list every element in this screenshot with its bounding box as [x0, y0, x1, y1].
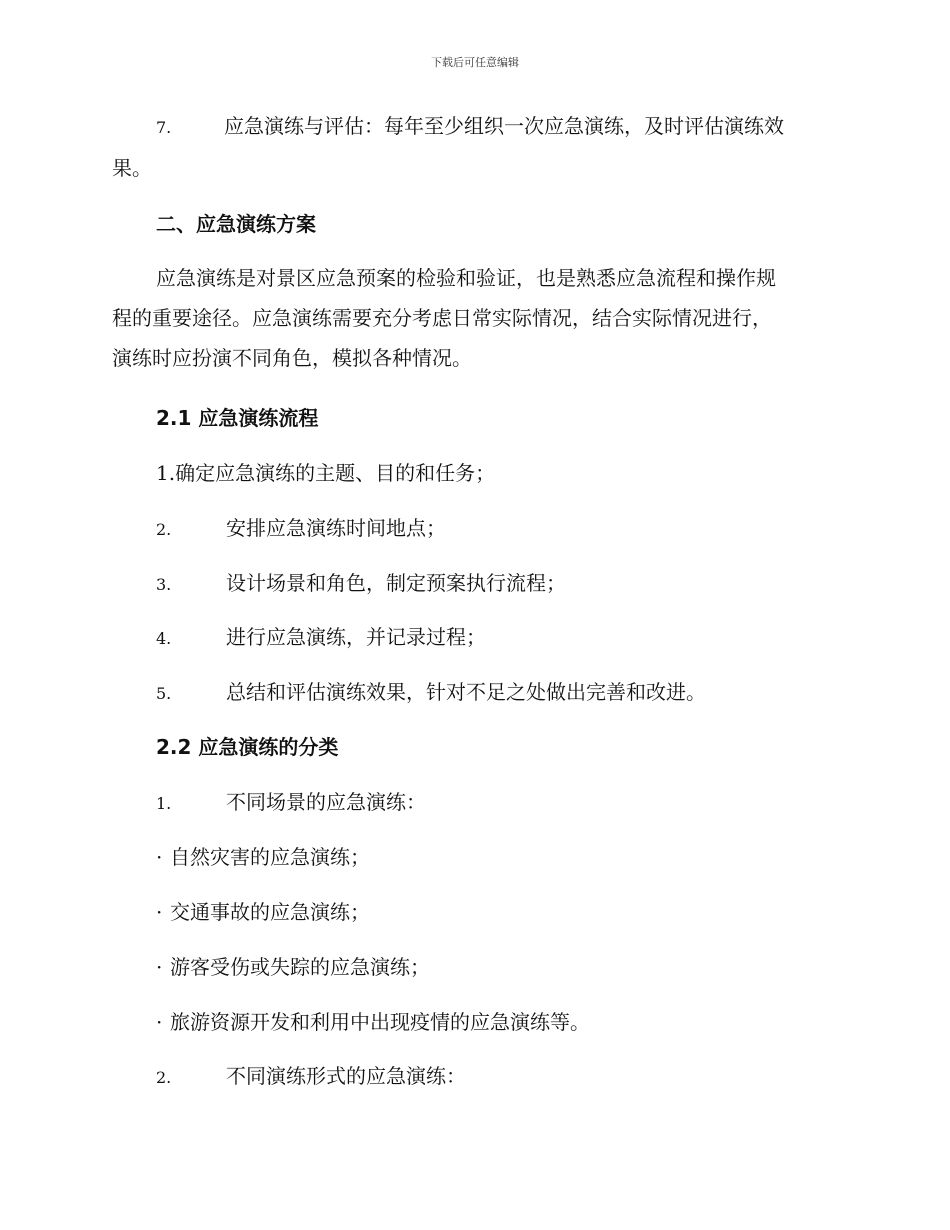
intro-paragraph — [112, 258, 832, 378]
category-1-text: 不同场景的应急演练： — [226, 790, 426, 814]
item-7-text: 应急演练与评估：每年至少组织一次应急演练，及时评估演练效 — [224, 114, 784, 138]
item-7-continuation: 果。 — [112, 156, 152, 180]
page-header-note: 下载后可任意编辑 — [431, 56, 519, 69]
bullet-item-4 — [112, 1002, 876, 1042]
category-2 — [112, 1056, 876, 1098]
flow-step-4 — [112, 617, 876, 659]
category-2-text: 不同演练形式的应急演练： — [226, 1064, 466, 1088]
flow-step-5-number: 5. — [156, 684, 172, 703]
bullet-dot: · — [156, 900, 163, 924]
category-1-number: 1. — [156, 794, 172, 813]
flow-step-2-text: 安排应急演练时间地点； — [226, 516, 446, 540]
category-2-number: 2. — [156, 1068, 172, 1087]
item-7 — [112, 106, 832, 188]
section-heading-2: 二、应急演练方案 — [156, 212, 316, 236]
item-7-number: 7. — [156, 118, 172, 137]
flow-step-4-number: 4. — [156, 629, 172, 648]
flow-step-3-number: 3. — [156, 575, 172, 594]
flow-step-3 — [112, 563, 876, 605]
flow-step-2 — [112, 508, 876, 550]
flow-step-5 — [112, 672, 876, 714]
intro-line-1: 应急演练是对景区应急预案的检验和验证，也是熟悉应急流程和操作规 — [156, 266, 776, 290]
flow-step-3-text: 设计场景和角色，制定预案执行流程； — [226, 571, 566, 595]
flow-step-5-text: 总结和评估演练效果，针对不足之处做出完善和改进。 — [226, 680, 706, 704]
flow-step-4-text: 进行应急演练，并记录过程； — [226, 625, 486, 649]
section-heading-2-1: 2.1 应急演练流程 — [156, 406, 319, 430]
bullet-dot: · — [156, 845, 163, 869]
bullet-item-3-text: 游客受伤或失踪的应急演练； — [170, 955, 430, 979]
bullet-item-4-text: 旅游资源开发和利用中出现疫情的应急演练等。 — [170, 1010, 590, 1034]
bullet-item-3 — [112, 947, 876, 987]
bullet-item-2 — [112, 892, 876, 932]
bullet-dot: · — [156, 955, 163, 979]
bullet-item-1 — [112, 837, 876, 877]
bullet-dot: · — [156, 1010, 163, 1034]
bullet-item-1-text: 自然灾害的应急演练； — [170, 845, 370, 869]
bullet-item-2-text: 交通事故的应急演练； — [170, 900, 370, 924]
intro-line-3: 演练时应扮演不同角色，模拟各种情况。 — [112, 346, 472, 370]
flow-step-1: 1.确定应急演练的主题、目的和任务； — [156, 461, 496, 485]
section-heading-2-2: 2.2 应急演练的分类 — [156, 735, 339, 759]
flow-step-2-number: 2. — [156, 520, 172, 539]
category-1 — [112, 782, 876, 824]
intro-line-2: 程的重要途径。应急演练需要充分考虑日常实际情况，结合实际情况进行， — [112, 306, 772, 330]
